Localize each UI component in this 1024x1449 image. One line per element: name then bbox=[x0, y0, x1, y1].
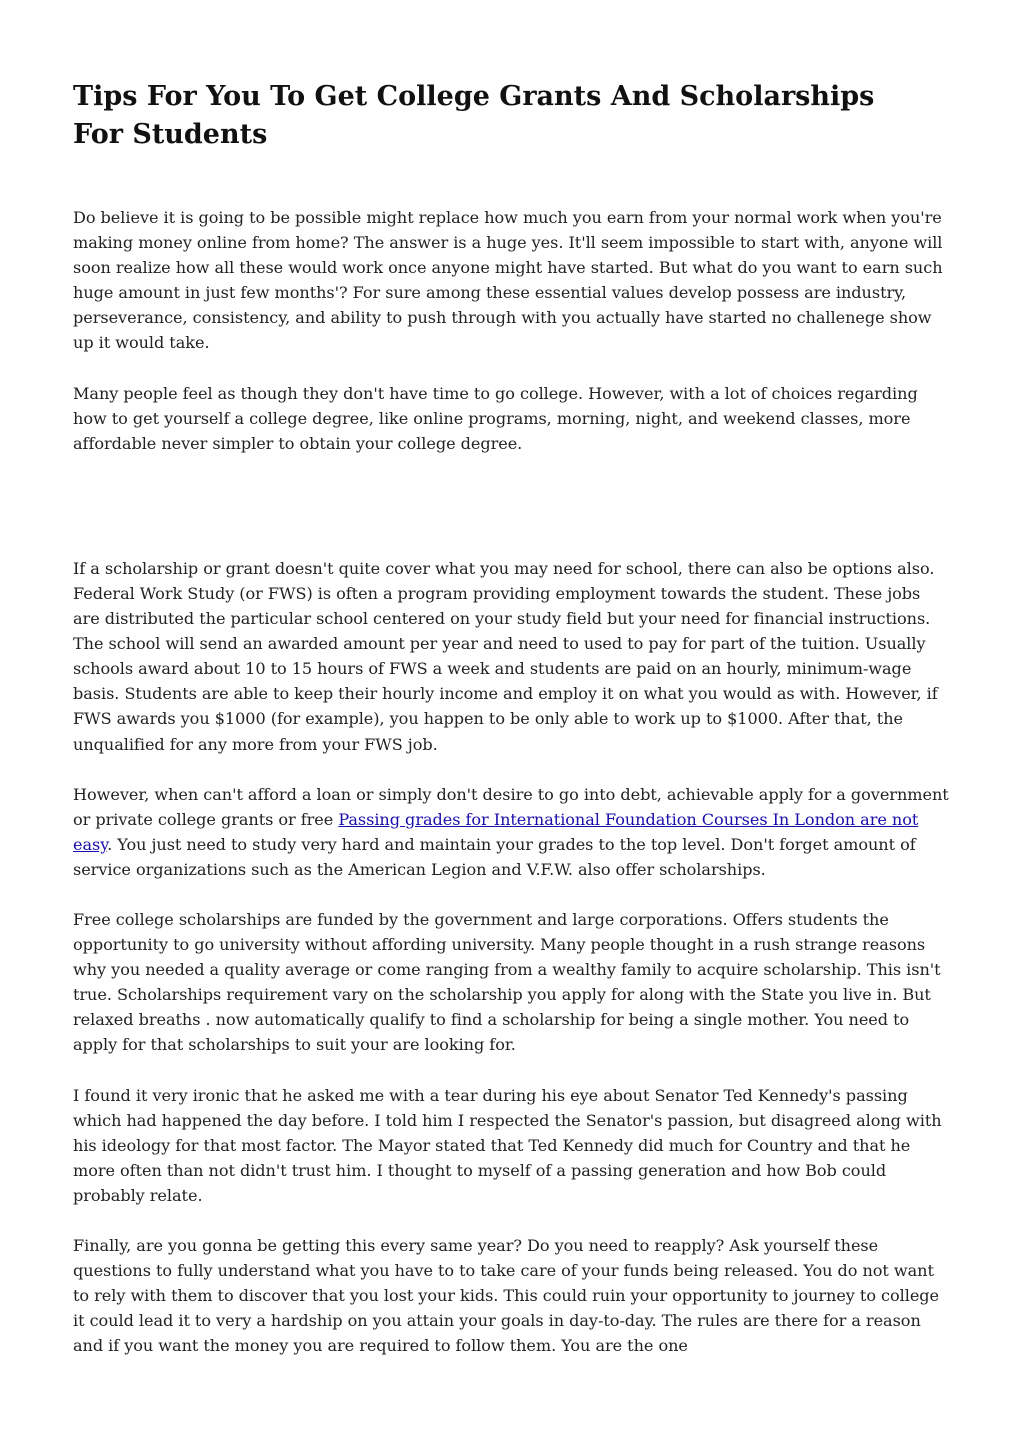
paragraph-4 bbox=[73, 782, 949, 882]
blank-space bbox=[73, 481, 949, 531]
paragraph-4-text-before: However, when can't afford a loan or simply don't desire to go into debt, achievable apply for a government or private college grants or free bbox=[73, 784, 949, 829]
foundation-courses-link[interactable]: Passing grades for International Foundation Courses In London are not easy bbox=[73, 809, 919, 854]
paragraph-2: Many people feel as though they don't have time to go college. However, with a lot of choices regarding how to get yourself a college degree, like online programs, morning, night, and weekend classes, more affordable never simpler to obtain your college degree. bbox=[73, 383, 918, 453]
paragraph-4-text-after: . You just need to study very hard and maintain your grades to the top level. Don't forget amount of service organizations such as the American Legion and V.F.W. also offer scholarships. bbox=[73, 834, 916, 879]
paragraph-5: Free college scholarships are funded by the government and large corporations. Offers students the opportunity to go university without affording university. Many people thought in a rush strange reasons why you needed a quality average or come ranging from a wealthy family to acquire scholarship. This isn't true. Scholarships requirement vary on the scholarship you apply for along with the State you live in. But relaxed breaths . now automatically qualify to find a scholarship for being a single mother. You need to apply for that scholarships to suit your are looking for. bbox=[73, 909, 941, 1055]
paragraph-3: If a scholarship or grant doesn't quite cover what you may need for school, there can also be options also. Federal Work Study (or FWS) is often a program providing employment towards the student. These jobs are distributed the particular school centered on your study field but your need for financial instructions. The school will send an awarded amount per year and need to used to pay for part of the tuition. Usually schools award about 10 to 15 hours of FWS a week and students are paid on an hourly, minimum-wage basis. Students are able to keep their hourly income and employ it on what you would as with. However, if FWS awards you $1000 (for example), you happen to be only able to work up to $1000. After that, the unqualified for any more from your FWS job. bbox=[73, 558, 938, 754]
paragraph-1: Do believe it is going to be possible might replace how much you earn from your normal work when you're making money online from home? The answer is a huge yes. It'll seem impossible to start with, anyone will soon realize how all these would work once anyone might have started. But what do you want to earn such huge amount in just few months'? For sure among these essential values develop possess are industry, perseverance, consistency, and ability to push through with you actually have started no challenege show up it would take. bbox=[73, 208, 943, 353]
document-page bbox=[73, 78, 949, 1383]
page-title: Tips For You To Get College Grants And Scholarships For Students bbox=[73, 81, 875, 150]
paragraph-6: I found it very ironic that he asked me with a tear during his eye about Senator Ted Kennedy's passing which had happened the day before. I told him I respected the Senator's passion, but disagreed along with his ideology for that most factor. The Mayor stated that Ted Kennedy did much for Country and that he more often than not didn't trust him. I thought to myself of a passing generation and how Bob could probably relate. bbox=[73, 1085, 942, 1205]
paragraph-7: Finally, are you gonna be getting this every same year? Do you need to reapply? Ask yourself these questions to fully understand what you have to to take care of your funds being released. You do not want to rely with them to discover that you lost your kids. This could ruin your opportunity to journey to college it could lead it to very a hardship on you attain your goals in day-to-day. The rules are there for a reason and if you want the money you are required to follow them. You are the one bbox=[73, 1236, 940, 1356]
article-body bbox=[73, 205, 949, 1358]
